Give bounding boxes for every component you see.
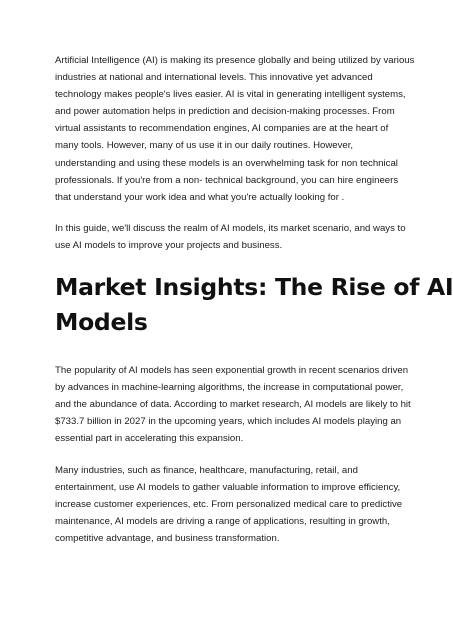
text-line: essential part in accelerating this expansion. [55, 433, 244, 445]
text-line: many tools. However, many of us use it in our daily routines. However, [55, 140, 354, 152]
intro-paragraph [55, 52, 415, 206]
text-line: professionals. If you're from a non- technical background, you can hire engineers [55, 174, 399, 186]
text-line: virtual assistants to recommendation engines, AI companies are at the heart of [55, 123, 389, 135]
text-line: In this guide, we'll discuss the realm of AI models, its market scenario, and ways to [55, 223, 406, 234]
text-line: and power automation helps in prediction and decision-making processes. From [55, 106, 395, 118]
text-line: competitive advantage, and business transformation. [55, 533, 280, 545]
text-line: technology makes people's lives easier. AI is vital in generating intelligent systems, [55, 89, 406, 101]
text-line: understanding and using these models is an overwhelming task for non technical [55, 157, 398, 169]
text-line: by advances in machine-learning algorithms, the increase in computational power, [55, 382, 404, 394]
industries-paragraph [55, 462, 405, 547]
text-line: and the abundance of data. According to market research, AI models are likely to hit [55, 399, 411, 411]
heading-line: Models [55, 308, 148, 336]
text-line: The popularity of AI models has seen exponential growth in recent scenarios driven [55, 365, 409, 376]
text-line: increase customer experiences, etc. From personalized medical care to predictive [55, 499, 403, 511]
text-line: use AI models to improve your projects and business. [55, 240, 283, 252]
section-heading [55, 270, 453, 340]
text-line: $733.7 billion in 2027 in the upcoming years, which includes AI models playing an [55, 416, 402, 428]
text-line: that understand your work idea and what you're actually looking for . [55, 191, 345, 203]
text-line: maintenance, AI models are driving a range of applications, resulting in growth, [55, 516, 390, 528]
text-line: industries at national and international levels. This innovative yet advanced [55, 72, 373, 84]
text-line: Artificial Intelligence (AI) is making its presence globally and being utilized by various [55, 55, 415, 66]
text-line: Many industries, such as finance, healthcare, manufacturing, retail, and [55, 465, 358, 476]
guide-paragraph [55, 220, 405, 254]
heading-line: Market Insights: The Rise of AI [55, 273, 453, 301]
popularity-paragraph [55, 362, 411, 447]
text-line: entertainment, use AI models to gather valuable information to improve efficiency, [55, 482, 401, 494]
